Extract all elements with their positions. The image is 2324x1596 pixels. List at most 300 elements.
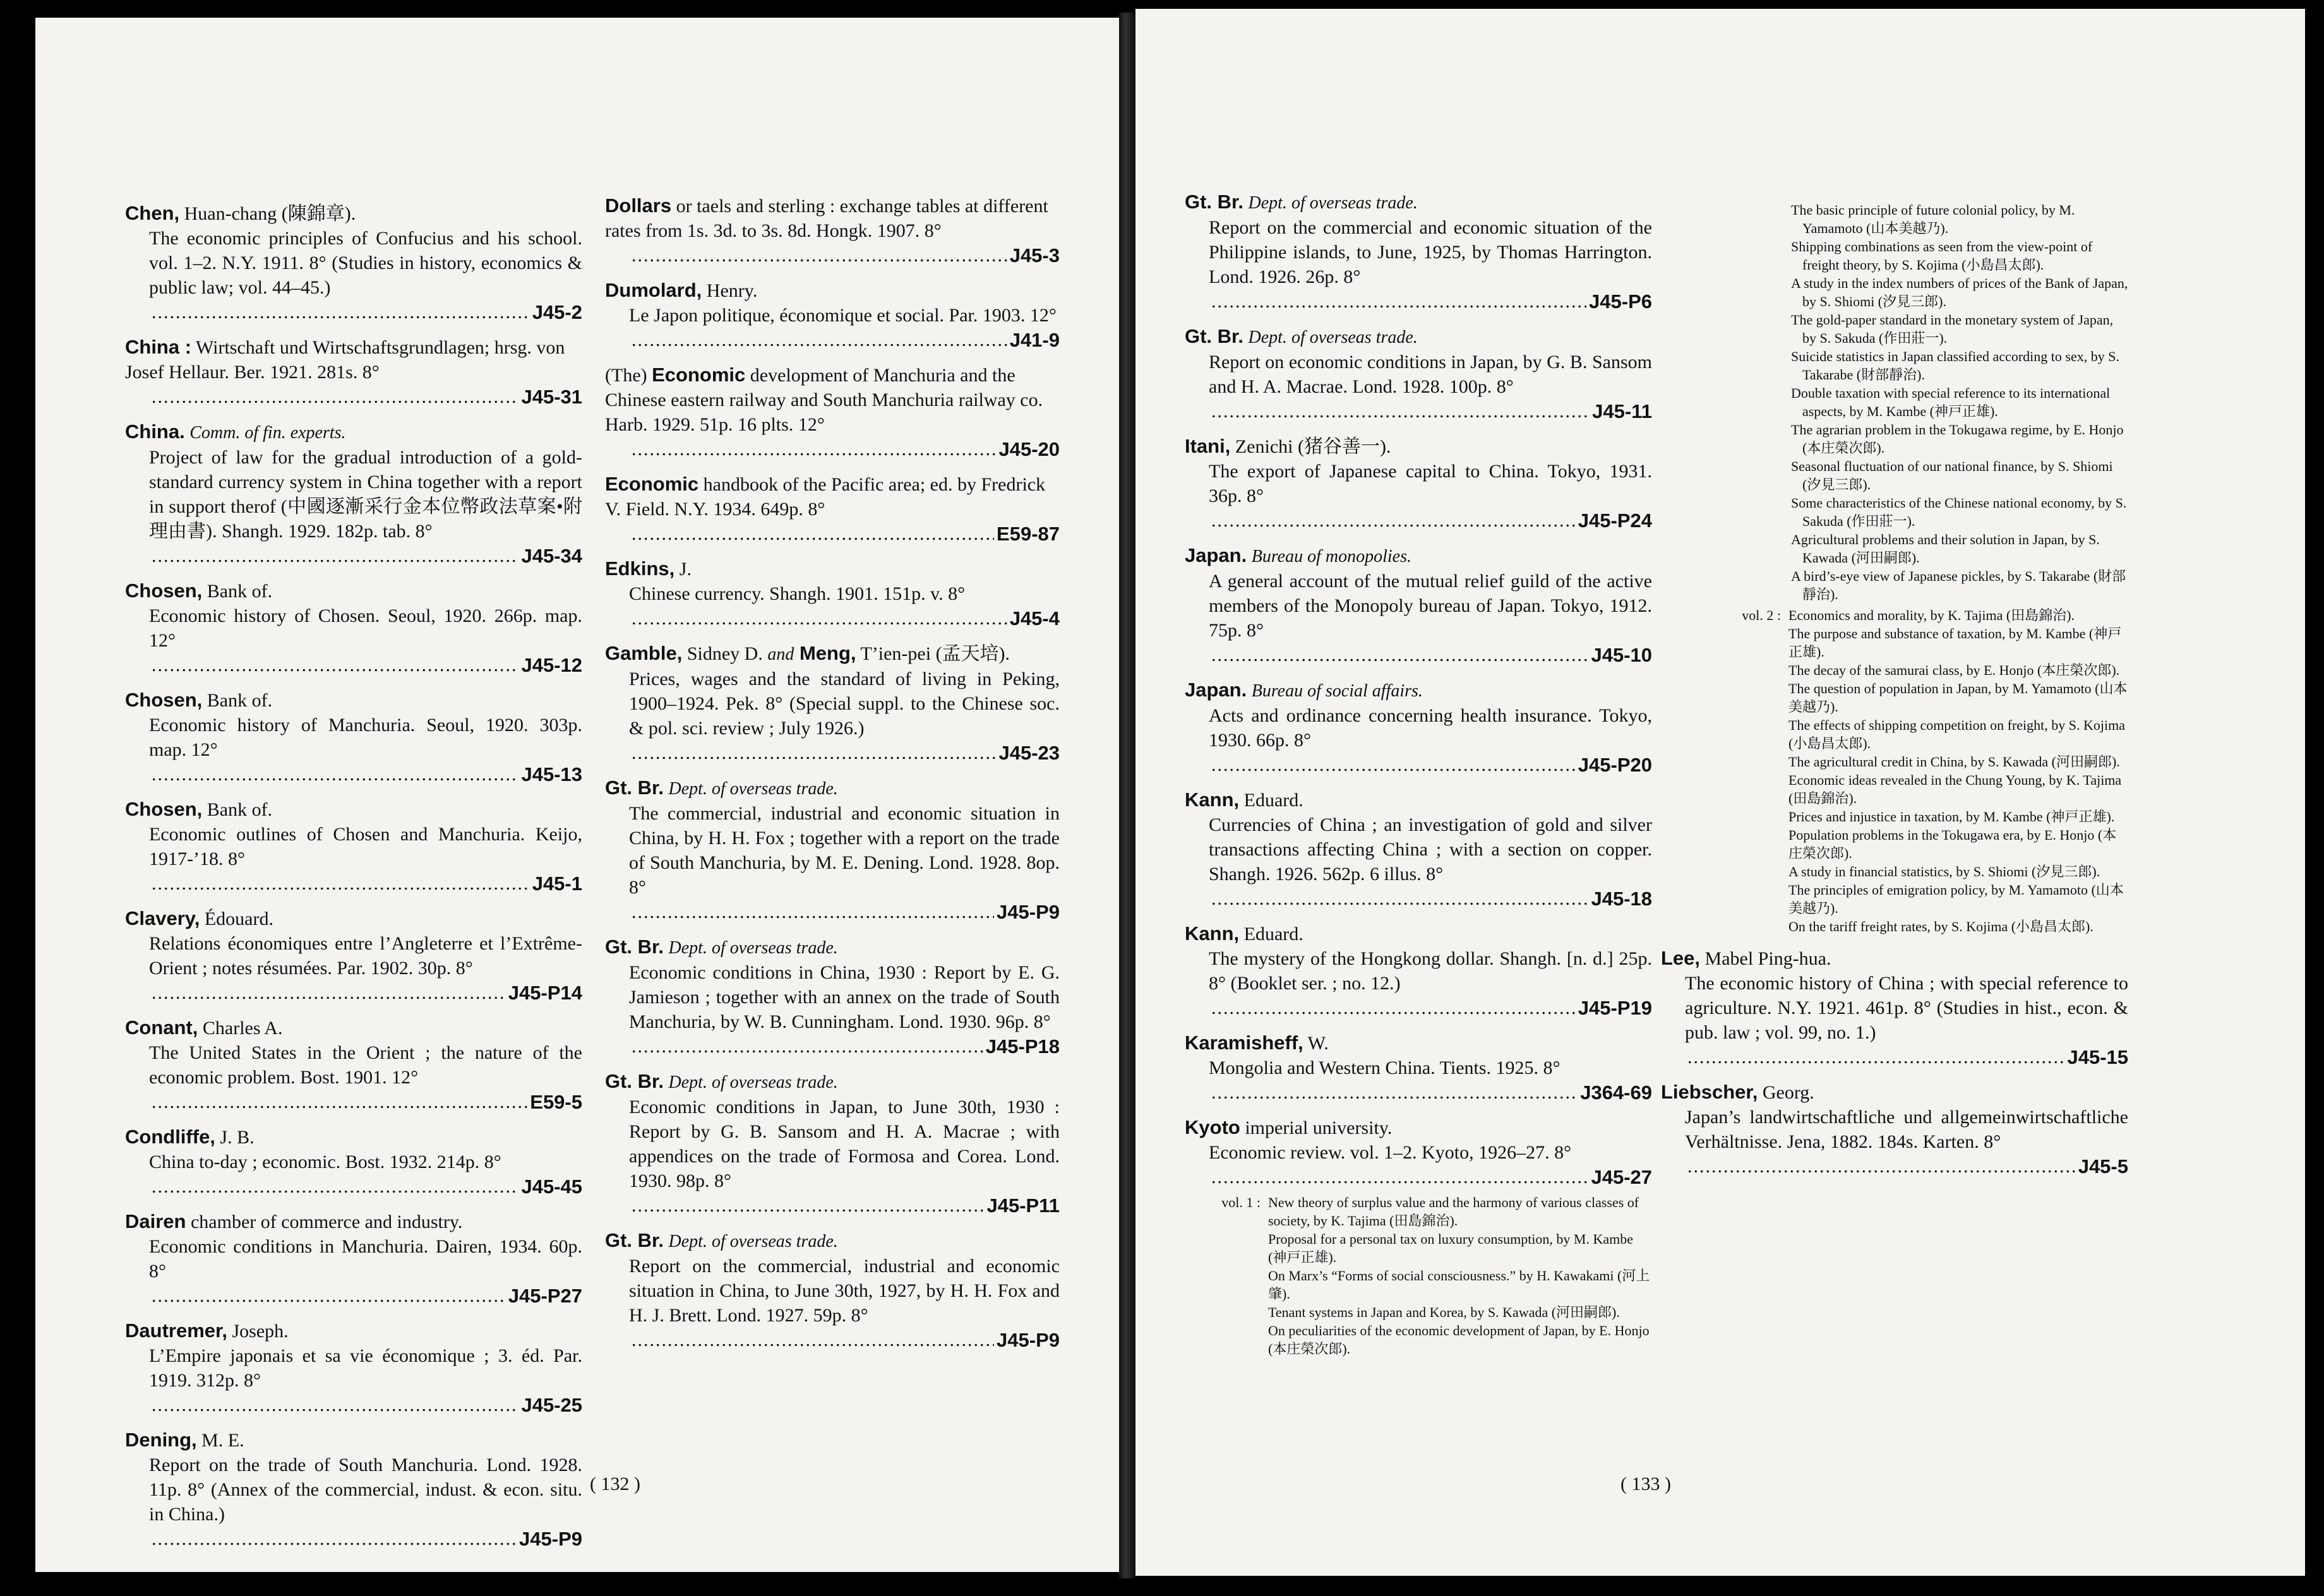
entry-author: Conant, — [125, 1016, 198, 1039]
entry-author: Gt. Br. — [1185, 191, 1244, 213]
catalog-entry — [605, 556, 1060, 631]
leader-dots — [632, 521, 994, 546]
leader-dots — [152, 1393, 518, 1417]
entry-heading-rest: Eduard. — [1239, 924, 1303, 944]
catalog-entry — [605, 641, 1060, 765]
entry-heading — [1185, 677, 1652, 703]
catalog-entry — [1661, 1080, 2128, 1179]
entry-call-number-line — [605, 328, 1060, 352]
leader-dots — [1211, 1165, 1588, 1189]
entry-description: Report on the commercial, industrial and economic situation in China, to June 30th, 1927, by H. H. Fox and H. J. Brett. Lond. 1927. 59p. 8° — [629, 1256, 1060, 1326]
article-item: Agricultural problems and their solution in Japan, by S. Kawada (河田嗣郎). — [1791, 532, 2100, 566]
entry-heading — [605, 556, 1060, 581]
entry-heading — [605, 934, 1060, 960]
entry-heading-rest: Édouard. — [200, 908, 273, 929]
call-number: J45-P11 — [986, 1194, 1060, 1217]
entry-heading — [125, 1209, 582, 1234]
leader-dots — [1211, 508, 1576, 533]
entry-heading — [125, 419, 582, 445]
entry-call-number-line — [1185, 753, 1652, 777]
entry-author-2: Meng, — [794, 642, 856, 664]
leader-dots — [152, 980, 506, 1005]
entry-heading — [605, 641, 1060, 667]
entry-call-number-line — [605, 1193, 1060, 1218]
catalog-entry — [125, 578, 582, 677]
leader-dots — [632, 437, 996, 462]
leader-dots — [632, 900, 994, 924]
article-item: A study in the index numbers of prices of the Bank of Japan, by S. Shiomi (汐見三郎). — [1791, 275, 2128, 309]
entry-call-number-line — [605, 521, 1060, 546]
call-number: J45-11 — [1592, 400, 1652, 422]
entry-author: Kyoto — [1185, 1116, 1240, 1138]
entry-author: Chosen, — [125, 689, 203, 711]
article-item: Economics and morality, by K. Tajima (田島錦治). — [1788, 607, 2075, 623]
entry-author: Economic — [605, 473, 699, 495]
leader-dots — [1687, 1154, 2076, 1179]
entry-description: Economic conditions in Japan, to June 30th, 1930 : Report by G. B. Sansom and H. A. Macrae ; with appendices on the trade of Formosa and Corea. Lond. 1930. 98p. 8° — [629, 1097, 1060, 1191]
entry-heading-rest-2: development of Manchuria and the Chinese eastern railway and South Manchuria railway co. Harb. 1929. 51p. 16 plts. 12° — [605, 365, 1043, 435]
catalog-entry — [1185, 677, 1652, 777]
entry-subheading: Dept. of overseas trade. — [668, 779, 838, 799]
entry-heading-rest: Huan-chang (陳錦章). — [179, 203, 356, 224]
entry-heading — [605, 278, 1060, 303]
entry-heading — [125, 335, 582, 384]
leader-dots — [152, 1090, 527, 1114]
catalog-entry — [605, 278, 1060, 352]
article-item: On the tariff freight rates, by S. Kojima (小島昌太郎). — [1788, 919, 2093, 934]
entry-author: China : — [125, 336, 192, 358]
catalog-entry — [125, 1427, 582, 1551]
catalog-entry — [605, 775, 1060, 924]
entry-author: Dening, — [125, 1429, 197, 1451]
entry-description: China to-day ; economic. Bost. 1932. 214p. 8° — [149, 1152, 501, 1172]
call-number: J45-P27 — [508, 1285, 582, 1307]
article-item: The agrarian problem in the Tokugawa regime, by E. Honjo (本庄榮次郎). — [1791, 422, 2124, 456]
entry-author: Japan. — [1185, 679, 1247, 701]
entry-description: The export of Japanese capital to China. Tokyo, 1931. 36p. 8° — [1209, 461, 1652, 506]
entry-heading-rest: (The) — [605, 365, 652, 386]
entry-author: Chosen, — [125, 580, 203, 602]
call-number: E59-87 — [997, 523, 1060, 545]
entry-author: Chen, — [125, 202, 180, 224]
call-number: J45-4 — [1009, 607, 1060, 629]
kyoto-vol2-label: vol. 2 : — [1742, 607, 1781, 623]
entry-call-number-line — [1185, 643, 1652, 667]
leader-dots — [632, 1193, 985, 1218]
entry-description: The United States in the Orient ; the nature of the economic problem. Bost. 1901. 12° — [149, 1042, 582, 1088]
entry-call-number-line — [1185, 399, 1652, 424]
entry-heading — [125, 578, 582, 604]
catalog-entry — [1185, 324, 1652, 424]
entry-heading-rest: imperial university. — [1240, 1117, 1393, 1138]
article-item: Shipping combinations as seen from the view-point of freight theory, by S. Kojima (小島昌太郎). — [1791, 239, 2093, 273]
entry-heading — [605, 472, 1060, 521]
entry-call-number-line — [125, 300, 582, 325]
right-column-1 — [1185, 189, 1652, 1358]
article-item: Some characteristics of the Chinese national economy, by S. Sakuda (作田莊一). — [1791, 495, 2127, 529]
catalog-entry — [1185, 1030, 1652, 1105]
entry-call-number-line — [605, 606, 1060, 631]
catalog-entry — [125, 201, 582, 325]
entry-subheading: Dept. of overseas trade. — [668, 938, 838, 958]
article-item: Population problems in the Tokugawa era, by E. Honjo (本庄榮次郎). — [1788, 827, 2117, 861]
entry-call-number-line — [125, 980, 582, 1005]
entry-heading — [1185, 1115, 1652, 1140]
article-item: The effects of shipping competition on freight, by S. Kojima (小島昌太郎). — [1788, 717, 2125, 751]
article-item: The decay of the samurai class, by E. Honjo (本庄榮次郎). — [1788, 662, 2120, 678]
entry-heading-rest: Bank of. — [202, 581, 273, 602]
catalog-entry — [605, 362, 1060, 462]
entry-author: Karamisheff, — [1185, 1032, 1303, 1054]
entry-heading — [605, 1228, 1060, 1254]
leader-dots — [152, 1174, 518, 1199]
catalog-entry — [605, 193, 1060, 268]
entry-heading — [125, 201, 582, 226]
call-number: J45-P6 — [1589, 290, 1652, 313]
book-spine — [1119, 13, 1135, 1578]
entry-call-number-line — [1661, 1154, 2128, 1179]
leader-dots — [1211, 643, 1588, 667]
entry-call-number-line — [125, 1283, 582, 1308]
entry-description: Prices, wages and the standard of living in Peking, 1900–1924. Pek. 8° (Special suppl. to the Chinese soc. & pol. sci. review ; July 1926.) — [629, 669, 1060, 739]
entry-call-number-line — [605, 437, 1060, 462]
entry-heading-rest: Sidney D. — [682, 643, 768, 664]
entry-description: Report on the commercial and economic situation of the Philippine islands, to June, 1925, by Thomas Harrington. Lond. 1926. 26p. 8° — [1209, 217, 1652, 287]
article-item: The agricultural credit in China, by S. Kawada (河田嗣郎). — [1788, 754, 2120, 770]
entry-author: Japan. — [1185, 544, 1247, 566]
call-number: J45-25 — [521, 1394, 582, 1416]
entry-heading — [125, 1318, 582, 1343]
call-number: J45-34 — [521, 545, 582, 567]
entry-heading-rest-2: T’ien-pei (孟天培). — [856, 643, 1010, 664]
entry-description: Acts and ordinance concerning health insurance. Tokyo, 1930. 66p. 8° — [1209, 705, 1652, 751]
call-number: J45-P24 — [1578, 509, 1652, 532]
entry-description: Economic outlines of Chosen and Manchuria. Keijo, 1917-’18. 8° — [149, 824, 582, 869]
entry-heading-rest: Bank of. — [202, 690, 273, 711]
call-number: J45-18 — [1591, 888, 1652, 910]
entry-description: Relations économiques entre l’Angleterre et l’Extrême-Orient ; notes résumées. Par. 1902. 30p. 8° — [149, 933, 582, 979]
entry-heading-rest: Zenichi (猪谷善一). — [1230, 436, 1391, 457]
entry-heading — [605, 362, 1060, 437]
entry-call-number-line — [125, 653, 582, 677]
call-number: J45-3 — [1009, 244, 1060, 266]
entry-heading-rest: Wirtschaft und Wirtschaftsgrundlagen; hrsg. von Josef Hellaur. Ber. 1921. 281s. 8° — [125, 337, 565, 383]
entry-call-number-line — [1185, 508, 1652, 533]
entry-heading — [125, 906, 582, 931]
entry-heading-rest: J. B. — [215, 1127, 255, 1148]
catalog-entry — [125, 906, 582, 1005]
entry-call-number-line — [125, 544, 582, 568]
entry-call-number-line — [605, 243, 1060, 268]
entry-call-number-line — [1185, 1165, 1652, 1189]
entry-subheading: Comm. of fin. experts. — [189, 423, 346, 443]
call-number: J45-P14 — [508, 982, 582, 1004]
leader-dots — [152, 871, 530, 896]
page-number-right: ( 133 ) — [1620, 1474, 1671, 1494]
article-item: A bird’s-eye view of Japanese pickles, by S. Takarabe (財部靜治). — [1791, 568, 2126, 602]
article-item: The principles of emigration policy, by M. Yamamoto (山本美越乃). — [1788, 882, 2124, 916]
leader-dots — [632, 328, 1007, 352]
catalog-entry — [1185, 787, 1652, 911]
article-item: The gold-paper standard in the monetary system of Japan, by S. Sakuda (作田莊一). — [1791, 312, 2114, 346]
left-column-1 — [125, 201, 582, 1561]
entry-author: Gt. Br. — [605, 1229, 664, 1251]
entry-heading — [125, 1124, 582, 1150]
entry-author: Dollars — [605, 194, 672, 217]
leader-dots — [1211, 1080, 1578, 1105]
leader-dots — [1211, 289, 1586, 314]
entry-description: The economic principles of Confucius and his school. vol. 1–2. N.Y. 1911. 8° (Studies in history, economics & public law; vol. 44–45.) — [149, 228, 582, 298]
catalog-entry — [125, 1015, 582, 1114]
kyoto-vol1-label: vol. 1 : — [1221, 1194, 1261, 1210]
call-number: J45-1 — [532, 872, 582, 895]
leader-dots — [152, 384, 518, 409]
entry-heading-rest: chamber of commerce and industry. — [186, 1212, 463, 1232]
entry-heading — [1661, 1080, 2128, 1105]
leader-dots — [152, 1283, 506, 1308]
call-number: J45-2 — [532, 301, 582, 323]
entry-subheading: Bureau of monopolies. — [1251, 547, 1411, 566]
entry-call-number-line — [125, 762, 582, 787]
leader-dots — [632, 243, 1007, 268]
entry-call-number-line — [605, 900, 1060, 924]
entry-conjunction: and — [767, 645, 794, 664]
catalog-entry — [1185, 189, 1652, 314]
leader-dots — [1211, 886, 1588, 911]
catalog-entry — [1661, 946, 2128, 1069]
entry-heading — [1185, 324, 1652, 350]
entry-call-number-line — [1185, 1080, 1652, 1105]
call-number: J45-5 — [2078, 1155, 2128, 1177]
call-number: E59-5 — [530, 1091, 582, 1113]
entry-subheading: Bureau of social affairs. — [1251, 681, 1423, 701]
entry-author: Chosen, — [125, 798, 203, 820]
catalog-entry — [605, 1069, 1060, 1218]
entry-description: Economic history of Chosen. Seoul, 1920. 266p. map. 12° — [149, 605, 582, 651]
entry-author: Itani, — [1185, 435, 1231, 457]
entry-heading — [125, 688, 582, 713]
call-number: J45-12 — [521, 654, 582, 676]
leader-dots — [1687, 1045, 2064, 1069]
call-number: J45-P9 — [997, 1329, 1060, 1351]
catalog-entry — [125, 797, 582, 896]
call-number: J45-31 — [521, 386, 582, 408]
entry-call-number-line — [1185, 289, 1652, 314]
entry-heading-rest: Bank of. — [202, 799, 273, 820]
article-item: Tenant systems in Japan and Korea, by S. Kawada (河田嗣郎). — [1268, 1304, 1620, 1320]
catalog-entry — [1185, 543, 1652, 667]
call-number: J45-13 — [521, 763, 582, 785]
entry-description: Economic history of Manchuria. Seoul, 1920. 303p. map. 12° — [149, 715, 582, 760]
entry-heading — [125, 797, 582, 822]
entry-call-number-line — [1185, 996, 1652, 1020]
call-number: J45-P9 — [519, 1528, 582, 1550]
call-number: J41-9 — [1009, 329, 1060, 351]
entry-description: Japan’s landwirtschaftliche und allgemeinwirtschaftliche Verhältnisse. Jena, 1882. 184s. Karten. 8° — [1685, 1107, 2128, 1152]
leader-dots — [1211, 996, 1576, 1020]
entry-subheading: Dept. of overseas trade. — [668, 1073, 838, 1092]
entry-heading — [1185, 787, 1652, 813]
entry-call-number-line — [1185, 886, 1652, 911]
entry-author: Liebscher, — [1661, 1081, 1758, 1103]
entry-author: Dautremer, — [125, 1319, 227, 1342]
entry-call-number-line — [125, 1393, 582, 1417]
call-number: J45-15 — [2067, 1046, 2128, 1068]
call-number: J45-20 — [998, 438, 1060, 460]
article-item: Economic ideas revealed in the Chung Young, by K. Tajima (田島錦治). — [1788, 772, 2122, 806]
leader-dots — [152, 1527, 517, 1551]
entry-heading — [605, 193, 1060, 243]
entry-call-number-line — [125, 1174, 582, 1199]
entry-description: Le Japon politique, économique et social. Par. 1903. 12° — [629, 305, 1057, 326]
article-item: Seasonal fluctuation of our national finance, by S. Shiomi (汐見三郎). — [1791, 458, 2113, 492]
leader-dots — [152, 300, 530, 325]
entry-heading-rest: or taels and sterling : exchange tables at different rates from 1s. 3d. to 3s. 8d. Hongk. 1907. 8° — [605, 196, 1048, 241]
article-item: Prices and injustice in taxation, by M. Kambe (神戸正雄). — [1788, 809, 2115, 825]
entry-author: Gt. Br. — [1185, 325, 1244, 347]
catalog-entry — [125, 688, 582, 787]
entry-heading-rest: Mabel Ping-hua. — [1700, 948, 1831, 969]
entry-author: Kann, — [1185, 922, 1240, 944]
kyoto-vol2-list — [1788, 606, 2128, 936]
entry-description: Economic review. vol. 1–2. Kyoto, 1926–27. 8° — [1209, 1142, 1572, 1163]
entry-heading — [1185, 921, 1652, 946]
leader-dots — [632, 1328, 994, 1352]
entry-heading-rest: W. — [1303, 1033, 1329, 1054]
left-column-2 — [605, 193, 1060, 1362]
entry-author: Gt. Br. — [605, 1070, 664, 1092]
leader-dots — [632, 606, 1007, 631]
catalog-entry — [605, 934, 1060, 1059]
entry-author: Gt. Br. — [605, 936, 664, 958]
entry-subheading: Dept. of overseas trade. — [1248, 193, 1418, 213]
entry-heading — [605, 775, 1060, 801]
call-number: J45-P19 — [1578, 997, 1652, 1019]
right-column-2 — [1661, 201, 2128, 1189]
catalog-entry — [1185, 434, 1652, 533]
kyoto-vol1 — [1185, 1193, 1652, 1358]
entry-author: Kann, — [1185, 789, 1240, 811]
leader-dots — [632, 1034, 983, 1059]
kyoto-vol2 — [1705, 606, 2128, 936]
entry-heading-rest: Henry. — [702, 280, 758, 301]
entry-author: Lee, — [1661, 947, 1701, 969]
catalog-entry — [125, 419, 582, 568]
call-number: J45-P9 — [997, 901, 1060, 923]
entry-heading-rest: handbook of the Pacific area; ed. by Fredrick V. Field. N.Y. 1934. 649p. 8° — [605, 474, 1046, 520]
kyoto-vol1-list — [1268, 1193, 1652, 1358]
entry-author-2: Economic — [652, 364, 746, 386]
catalog-entry — [125, 1124, 582, 1199]
catalog-entry — [605, 472, 1060, 546]
entry-description: Chinese currency. Shangh. 1901. 151p. v. 8° — [629, 583, 966, 604]
entry-heading-rest: Joseph. — [227, 1321, 289, 1342]
entry-heading — [605, 1069, 1060, 1095]
entry-heading — [1185, 434, 1652, 459]
right-column-2-entries — [1661, 946, 2128, 1179]
entry-author: Clavery, — [125, 907, 200, 929]
call-number: J364-69 — [1580, 1081, 1652, 1104]
entry-description: The economic history of China ; with special reference to agriculture. N.Y. 1921. 461p. 8° (Studies in hist., econ. & pub. law ; vol. 99, no. 1.) — [1685, 973, 2128, 1043]
entry-heading-rest: M. E. — [196, 1430, 244, 1451]
call-number: J45-45 — [521, 1176, 582, 1198]
call-number: J45-P20 — [1578, 754, 1652, 776]
article-item: On Marx’s “Forms of social consciousness.” by H. Kawakami (河上 肇). — [1268, 1268, 1650, 1302]
catalog-entry — [125, 335, 582, 409]
entry-description: A general account of the mutual relief guild of the active members of the Monopoly bureau of Japan. Tokyo, 1912. 75p. 8° — [1209, 571, 1652, 641]
entry-description: L’Empire japonais et sa vie économique ; 3. éd. Par. 1919. 312p. 8° — [149, 1345, 582, 1391]
entry-author: Dairen — [125, 1210, 186, 1232]
entry-call-number-line — [125, 1527, 582, 1551]
entry-heading — [1185, 189, 1652, 215]
call-number: J45-23 — [998, 742, 1060, 764]
entry-heading — [1185, 543, 1652, 569]
leader-dots — [152, 653, 518, 677]
entry-author: Gt. Br. — [605, 777, 664, 799]
catalog-entry — [605, 1228, 1060, 1352]
entry-call-number-line — [125, 1090, 582, 1114]
entry-heading-rest: J. — [674, 559, 692, 580]
catalog-entry — [1185, 921, 1652, 1020]
entry-description: Currencies of China ; an investigation of gold and silver transactions affecting China ; with a section on copper. Shangh. 1926. 562p. 6 illus. 8° — [1209, 814, 1652, 884]
entry-heading — [125, 1427, 582, 1453]
entry-description: The mystery of the Hongkong dollar. Shangh. [n. d.] 25p. 8° (Booklet ser. ; no. 12.) — [1209, 948, 1652, 994]
entry-description: Mongolia and Western China. Tients. 1925. 8° — [1209, 1057, 1560, 1078]
leader-dots — [152, 762, 518, 787]
call-number: J45-P18 — [985, 1035, 1060, 1057]
entry-description: The commercial, industrial and economic situation in China, by H. H. Fox ; together with a report on the trade of South Manchuria, by M. E. Dening. Lond. 1928. 8op. 8° — [629, 803, 1060, 898]
entry-author: Edkins, — [605, 557, 675, 580]
kyoto-vol1-continued — [1705, 201, 2128, 604]
entry-author: Gamble, — [605, 642, 683, 664]
entry-call-number-line — [605, 741, 1060, 765]
entry-author: Condliffe, — [125, 1126, 215, 1148]
article-item: A study in financial statistics, by S. Shiomi (汐見三郎). — [1788, 864, 2100, 879]
entry-call-number-line — [125, 384, 582, 409]
leader-dots — [152, 544, 518, 568]
entry-subheading: Dept. of overseas trade. — [1248, 328, 1418, 347]
article-item: The question of population in Japan, by M. Yamamoto (山本美越乃). — [1788, 681, 2128, 715]
entry-heading — [125, 1015, 582, 1040]
page-number-left: ( 132 ) — [590, 1474, 640, 1494]
entry-call-number-line — [125, 871, 582, 896]
entry-heading-rest: Eduard. — [1239, 790, 1303, 811]
article-item: Proposal for a personal tax on luxury consumption, by M. Kambe (神戸正雄). — [1268, 1231, 1634, 1265]
catalog-entry — [1185, 1115, 1652, 1189]
call-number: J45-27 — [1591, 1166, 1652, 1188]
entry-heading-rest: Charles A. — [198, 1018, 283, 1039]
article-item: New theory of surplus value and the harmony of various classes of society, by K. Tajima (田島錦治). — [1268, 1194, 1639, 1229]
entry-call-number-line — [1661, 1045, 2128, 1069]
leader-dots — [632, 741, 996, 765]
leader-dots — [1211, 753, 1576, 777]
entry-author: Dumolard, — [605, 279, 702, 301]
article-item: On peculiarities of the economic development of Japan, by E. Honjo (本庄榮次郎). — [1268, 1323, 1650, 1357]
entry-subheading: Dept. of overseas trade. — [668, 1232, 838, 1251]
entry-description: Economic conditions in Manchuria. Dairen, 1934. 60p. 8° — [149, 1236, 582, 1282]
entry-heading-rest: Georg. — [1758, 1082, 1814, 1103]
entry-call-number-line — [605, 1328, 1060, 1352]
entry-call-number-line — [605, 1034, 1060, 1059]
article-item: The basic principle of future colonial policy, by M. Yamamoto (山本美越乃). — [1791, 202, 2075, 236]
entry-description: Report on the trade of South Manchuria. Lond. 1928. 11p. 8° (Annex of the commercial, indust. & econ. situ. in China.) — [149, 1455, 582, 1525]
call-number: J45-10 — [1591, 644, 1652, 666]
entry-description: Project of law for the gradual introduction of a gold-standard currency system in China together with a report in support therof (中國逐漸采行金本位幣政法草案•附理由書). Shangh. 1929. 182p. tab. 8° — [149, 447, 582, 542]
entry-description: Report on economic conditions in Japan, by G. B. Sansom and H. A. Macrae. Lond. 1928. 100p. 8° — [1209, 352, 1652, 397]
leader-dots — [1211, 399, 1590, 424]
article-item: Suicide statistics in Japan classified according to sex, by S. Takarabe (財部靜治). — [1791, 348, 2119, 383]
entry-heading — [1661, 946, 2128, 971]
